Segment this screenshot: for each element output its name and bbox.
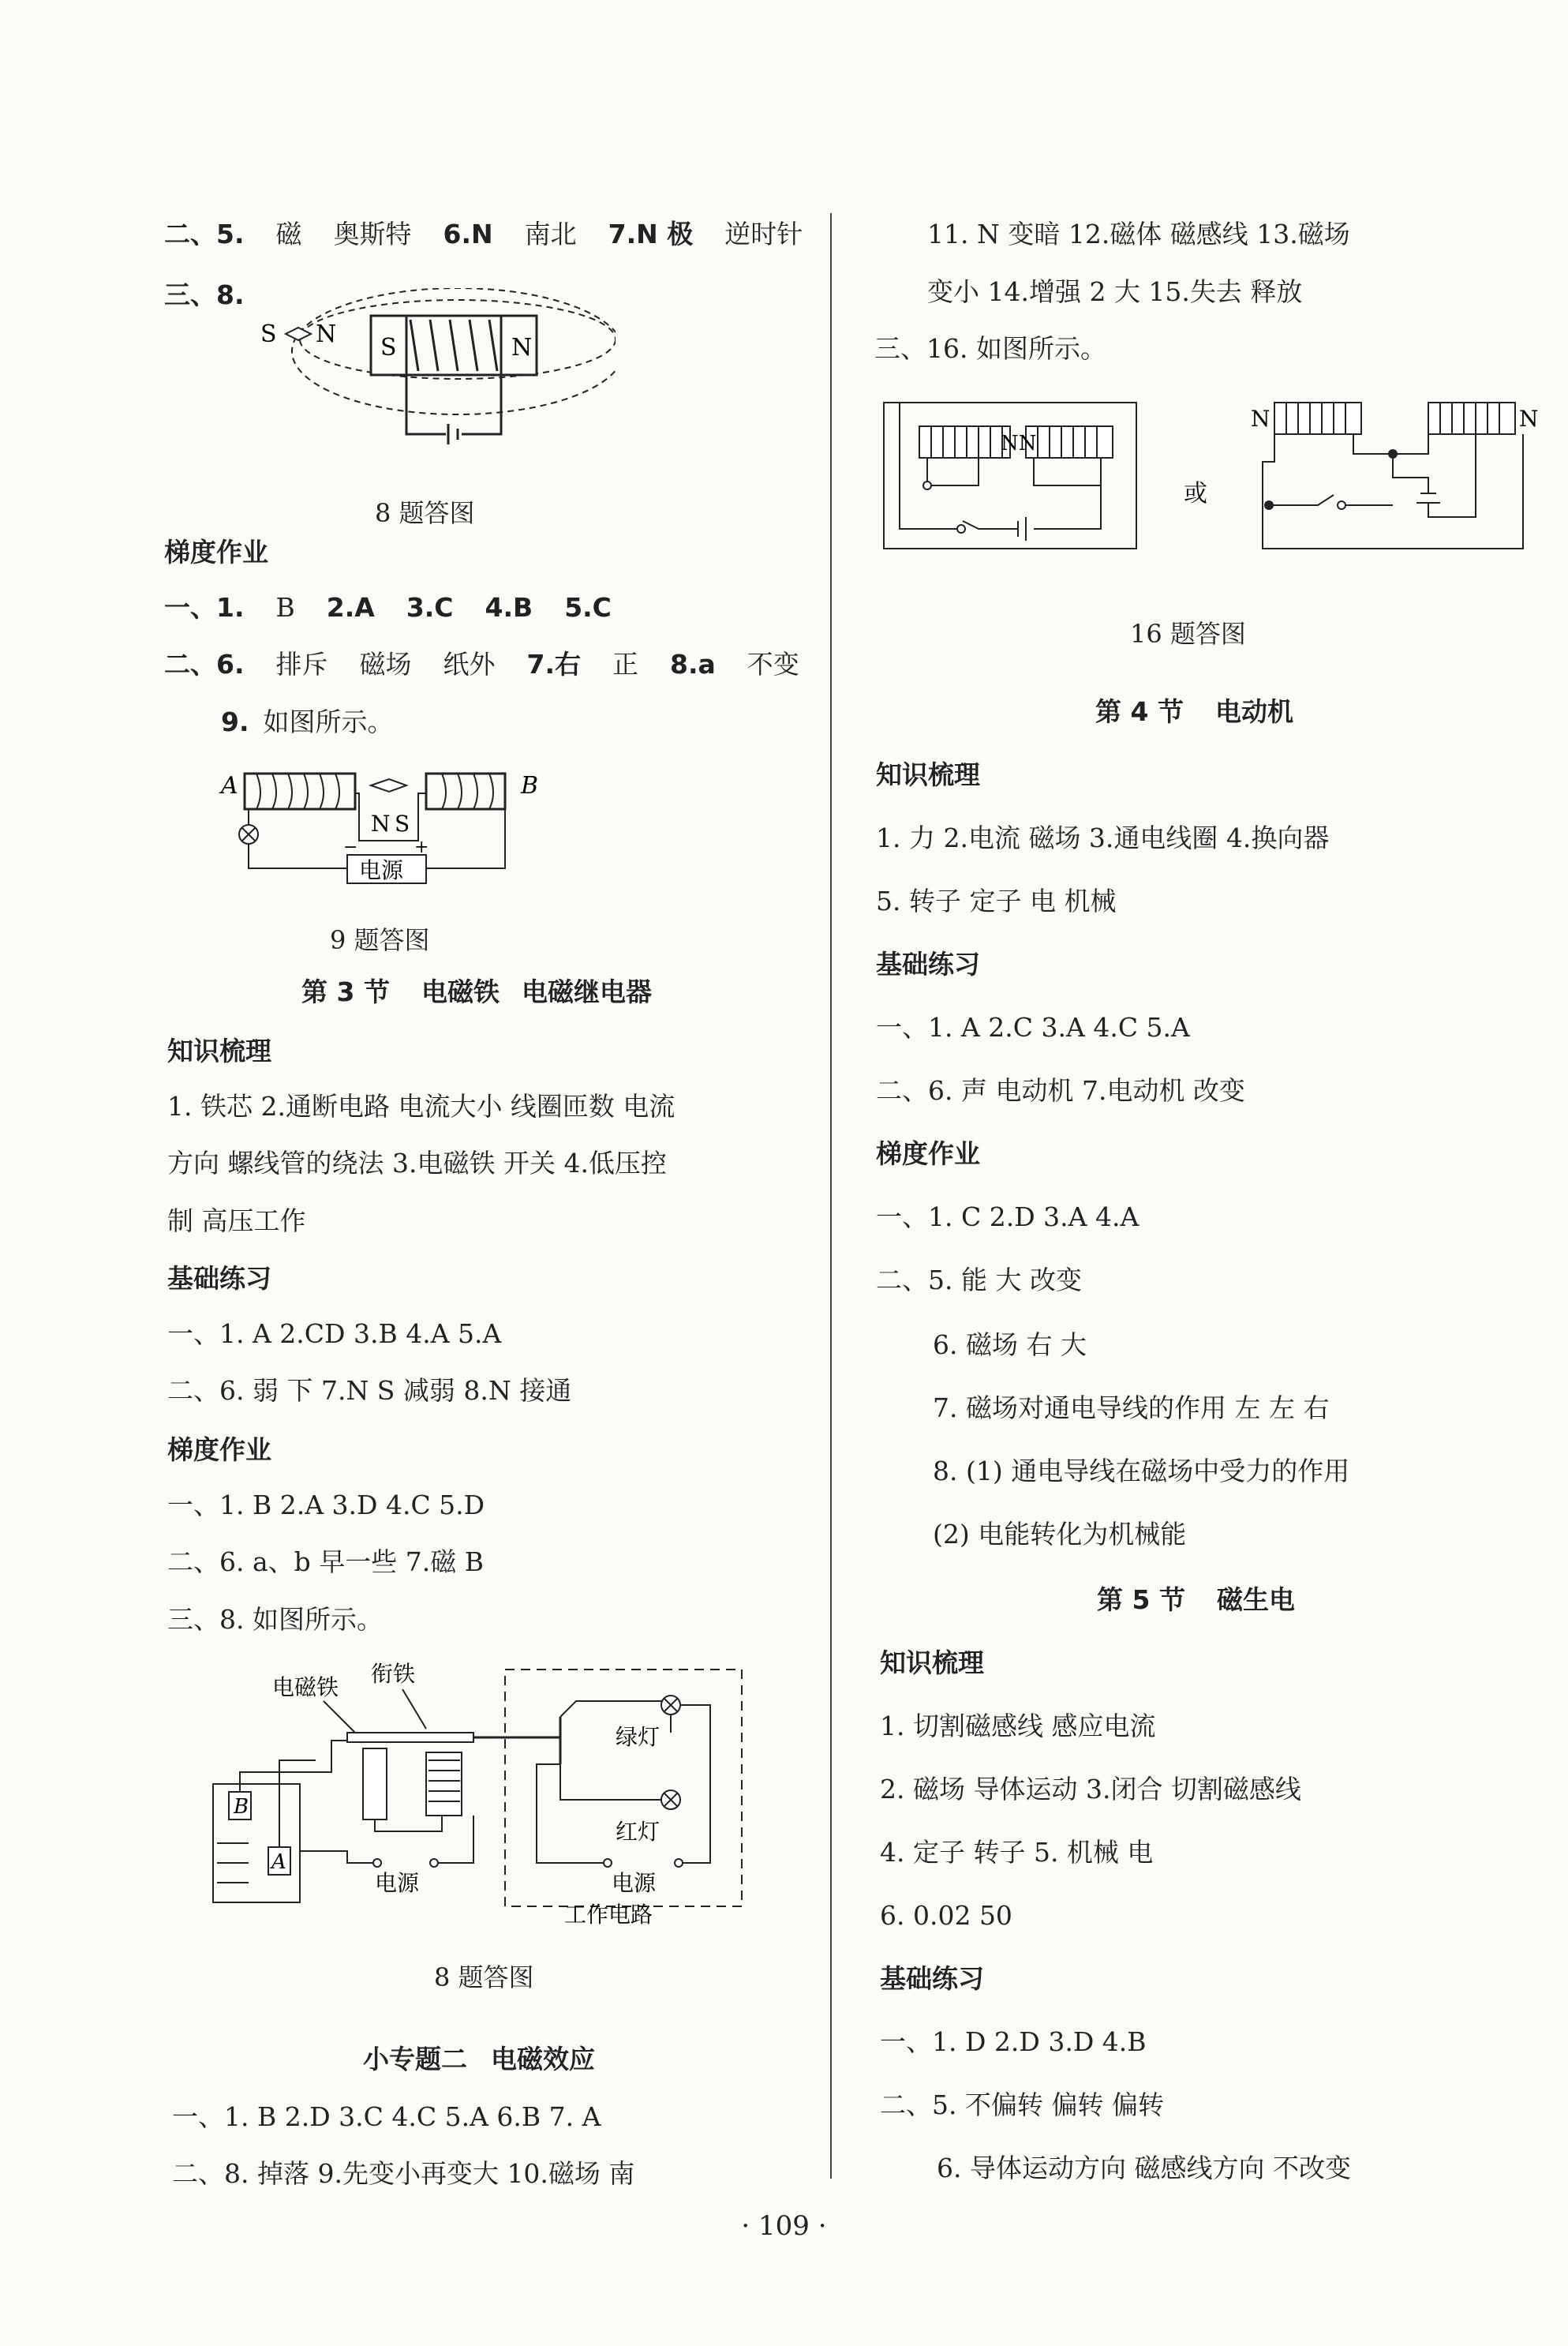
svg-text:S: S [260,320,277,348]
svg-text:N: N [316,320,337,348]
svg-text:N: N [371,811,391,837]
topic-title-2: 小专题二 电磁效应 [363,2044,595,2074]
svg-text:−: − [343,838,358,857]
basic-practice-title-2: 基础练习 [876,949,980,980]
section-title-3: 第 3 节 电磁铁 电磁继电器 [301,976,652,1007]
j3-line-2: 二、5. 不偏转 偏转 偏转 [880,2089,1164,2120]
basic-practice-title-1: 基础练习 [167,1263,271,1294]
section-title-tidu-2: 梯度作业 [167,1434,271,1465]
k3-line-4: 6. 0.02 50 [880,1900,1012,1931]
figure-16-caption: 16 题答图 [1130,619,1246,649]
tidu2-line-1: 一、1. B 2.A 3.D 4.C 5.D [167,1490,485,1520]
column-divider [830,213,832,2179]
svg-text:S: S [395,811,410,837]
r-line-1: 11. N 变暗 12.磁体 磁感线 13.磁场 [927,219,1350,249]
figure-9-caption: 9 题答图 [330,925,430,955]
basic-line-1: 一、1. A 2.CD 3.B 4.A 5.A [167,1318,502,1349]
k3-line-2: 2. 磁场 导体运动 3.闭合 切割磁感线 [880,1774,1301,1804]
svg-text:电源: 电源 [359,857,404,883]
basic-line-2: 二、6. 弱 下 7.N S 减弱 8.N 接通 [167,1375,572,1406]
t3-line-6: (2) 电能转化为机械能 [933,1519,1187,1550]
answer-line-4: 二、6. 排斥 磁场 纸外 7.右 正 8.a 不变 [164,649,799,680]
section-title-tidu-3: 梯度作业 [876,1138,980,1169]
svg-text:电磁铁: 电磁铁 [272,1674,339,1700]
svg-text:N: N [1251,406,1270,432]
answer-line-3: 一、1. B 2.A 3.C 4.B 5.C [164,592,612,623]
svg-text:S: S [380,334,397,362]
section-title-4: 第 4 节 电动机 [1095,696,1293,727]
knowledge-line-2: 方向 螺线管的绕法 3.电磁铁 开关 4.低压控 [167,1148,667,1179]
j2-line-2: 二、6. 声 电动机 7.电动机 改变 [876,1075,1245,1106]
svg-text:N: N [1519,406,1539,432]
figure-8a-solenoid [253,288,616,446]
r-line-3: 三、16. 如图所示。 [874,333,1106,364]
knowledge-line-1: 1. 铁芯 2.通断电路 电流大小 线圈匝数 电流 [167,1091,675,1122]
section-title-5: 第 5 节 磁生电 [1097,1584,1295,1615]
svg-text:A: A [271,1850,286,1874]
figure-8b-relay [205,1654,758,1942]
svg-text:A: A [221,772,238,800]
knowledge-title-1: 知识梳理 [167,1036,271,1066]
k2-line-2: 5. 转子 定子 电 机械 [876,886,1117,916]
figure-8a-caption: 8 题答图 [375,498,475,528]
basic-practice-title-3: 基础练习 [880,1963,984,1994]
topic-line-1: 一、1. B 2.D 3.C 4.C 5.A 6.B 7. A [172,2101,601,2132]
section-title-tidu-1: 梯度作业 [164,537,268,568]
knowledge-title-2: 知识梳理 [876,759,980,790]
k2-line-1: 1. 力 2.电流 磁场 3.通电线圈 4.换向器 [876,823,1330,853]
j3-line-1: 一、1. D 2.D 3.D 4.B [880,2026,1147,2057]
answer-line-1: 二、5. 磁 奥斯特 6.N 南北 7.N 极 逆时针 [164,219,803,249]
svg-text:+: + [414,838,429,857]
j3-line-3: 6. 导体运动方向 磁感线方向 不改变 [937,2153,1351,2183]
t3-line-4: 7. 磁场对通电导线的作用 左 左 右 [933,1392,1330,1423]
t3-line-1: 一、1. C 2.D 3.A 4.A [876,1201,1140,1232]
figure-9-circuit [217,762,548,896]
answer-line-5: 9. 如图所示。 [221,706,394,737]
tidu2-line-2: 二、6. a、b 早一些 7.磁 B [167,1546,484,1577]
svg-text:红灯: 红灯 [616,1819,661,1845]
svg-text:或: 或 [1184,480,1207,508]
t3-line-5: 8. (1) 通电导线在磁场中受力的作用 [933,1456,1350,1486]
svg-text:NN: NN [1001,432,1037,455]
svg-text:衔铁: 衔铁 [371,1661,416,1687]
svg-text:B: B [521,772,539,800]
svg-text:电源: 电源 [612,1870,657,1896]
page-number: · 109 · [741,2210,827,2242]
r-line-2: 变小 14.增强 2 大 15.失去 释放 [927,276,1303,307]
j2-line-1: 一、1. A 2.C 3.A 4.C 5.A [876,1012,1190,1043]
knowledge-line-3: 制 高压工作 [167,1205,306,1236]
tidu2-line-3: 三、8. 如图所示。 [167,1604,383,1635]
k3-line-3: 4. 定子 转子 5. 机械 电 [880,1837,1154,1868]
t3-line-3: 6. 磁场 右 大 [933,1329,1087,1360]
t3-line-2: 二、5. 能 大 改变 [876,1265,1082,1295]
svg-text:电源: 电源 [375,1870,420,1896]
knowledge-title-3: 知识梳理 [880,1647,984,1678]
figure-16-circuits [876,391,1555,572]
svg-text:B: B [234,1795,249,1819]
answer-line-2: 三、8. [164,279,245,310]
svg-text:工作电路: 工作电路 [564,1902,653,1928]
figure-8b-caption: 8 题答图 [434,1962,534,1992]
k3-line-1: 1. 切割磁感线 感应电流 [880,1711,1156,1741]
topic-line-2: 二、8. 掉落 9.先变小再变大 10.磁场 南 [172,2158,635,2189]
svg-text:N: N [511,334,533,362]
svg-text:绿灯: 绿灯 [616,1724,661,1750]
